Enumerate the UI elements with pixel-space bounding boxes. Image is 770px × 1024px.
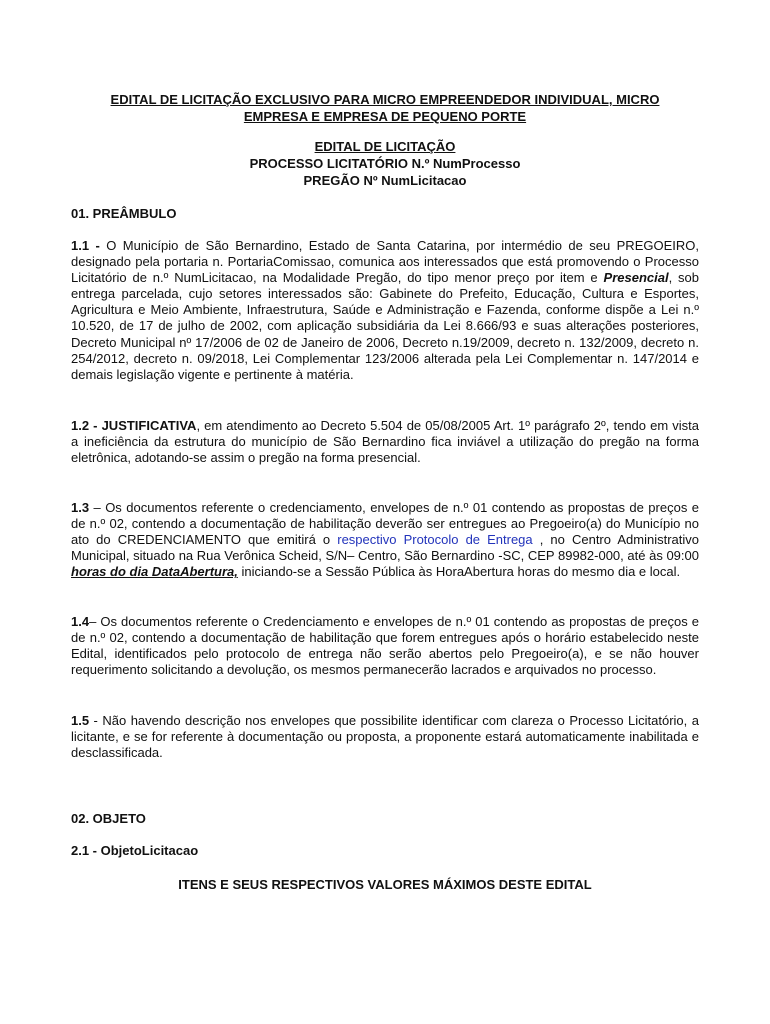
paragraph-1-5-text: - Não havendo descrição nos envelopes que possibilite identificar com clareza o Processo Licitatório, a licitante, e se for referente à documentação ou proposta, a proponente estará automaticamente inabilitada e desclassificada. bbox=[71, 713, 699, 761]
section-preambulo-heading: 01. PREÂMBULO bbox=[71, 206, 177, 221]
paragraph-1-3-emphasis: horas do dia DataAbertura, bbox=[71, 564, 238, 580]
paragraph-1-4-text: – Os documentos referente o Credenciamento e envelopes de n.º 01 contendo as propostas de preços e de n.º 02, contendo a documentação de habilitação que forem entregues após o horário estabelecido neste Edital, identificados pelo protocolo de entrega não serão abertos pelo Pregoeiro(a), e se não houver requerimento solicitando a devolução, os mesmos permanecerão lacrados e arquivados no processo. bbox=[71, 614, 699, 678]
itens-title: ITENS E SEUS RESPECTIVOS VALORES MÁXIMOS DESTE EDITAL bbox=[178, 877, 592, 892]
paragraph-1-1 bbox=[71, 238, 699, 383]
paragraph-1-2-text: , em atendimento ao Decreto 5.504 de 05/08/2005 Art. 1º parágrafo 2º, tendo em vista a ineficiência da estrutura do município de São Bernardino fica inviável a utilização do pregão na forma eletrônica, adotando-se assim o pregão na forma presencial. bbox=[71, 418, 699, 466]
paragraph-1-5 bbox=[71, 713, 699, 761]
paragraph-1-1-emphasis: Presencial bbox=[603, 270, 669, 286]
edital-header bbox=[72, 138, 698, 189]
paragraph-1-4-number: 1.4 bbox=[71, 614, 90, 629]
paragraph-1-3-text-b: , no Centro Administrativo Municipal, situado na Rua Verônica Scheid, S/N– Centro, São Bernardino -SC, CEP 89982-000, até às 09:00 bbox=[71, 532, 699, 564]
processo-number: PROCESSO LICITATÓRIO N.º NumProcesso bbox=[249, 156, 521, 171]
paragraph-1-5-number: 1.5 bbox=[71, 713, 90, 728]
paragraph-1-1-text-a: O Município de São Bernardino, Estado de Santa Catarina, por intermédio de seu PREGOEIRO, designado pela portaria n. PortariaComissao, comunica aos interessados que está promovendo o Processo Licitatório de n.º NumLicitacao, na Modalidade Pregão, do tipo menor preço por item e bbox=[71, 238, 699, 286]
protocolo-link[interactable]: respectivo Protocolo de Entrega bbox=[337, 532, 533, 548]
paragraph-1-4 bbox=[71, 614, 699, 678]
paragraph-1-3-number: 1.3 bbox=[71, 500, 90, 515]
paragraph-1-3-text-a: – Os documentos referente o credenciamento, envelopes de n.º 01 contendo as propostas de preços e de n.º 02, contendo a documentação de habilitação deverão ser entregues ao Pregoeiro(a) do Município no ato do CREDENCIAMENTO que emitirá o bbox=[71, 500, 699, 548]
edital-label: EDITAL DE LICITAÇÃO bbox=[314, 139, 456, 154]
title-line-2: EMPRESA E EMPRESA DE PEQUENO PORTE bbox=[243, 109, 527, 124]
pregao-number: PREGÃO Nº NumLicitacao bbox=[303, 173, 467, 188]
paragraph-1-2-number: 1.2 - JUSTIFICATIVA bbox=[71, 418, 197, 433]
paragraph-1-1-text-b: , sob entrega parcelada, cujo setores interessados são: Gabinete do Prefeito, Educação, Cultura e Esportes, Agricultura e Meio Ambiente, Infraestrutura, Saúde e Administração e Fazenda, conforme dispõe a Lei n.º 10.520, de 17 de julho de 2002, com aplicação subsidiária da Lei 8.666/93 e suas alterações posteriores, Decreto Municipal nº 17/2006 de 02 de Janeiro de 2006, Decreto n.19/2009, decreto n. 132/2009, decreto n. 254/2012, decreto n. 09/2018, Lei Complementar 123/2006 alterada pela Lei Complementar n. 147/2014 e demais legislação vigente e pertinente à matéria. bbox=[71, 270, 699, 382]
title-line-1: EDITAL DE LICITAÇÃO EXCLUSIVO PARA MICRO EMPREENDEDOR INDIVIDUAL, MICRO bbox=[110, 92, 660, 107]
item-2-1: 2.1 - ObjetoLicitacao bbox=[71, 843, 199, 858]
paragraph-1-3-text-c: iniciando-se a Sessão Pública às HoraAbertura horas do mesmo dia e local. bbox=[237, 564, 681, 580]
paragraph-1-2 bbox=[71, 418, 699, 466]
section-objeto-heading: 02. OBJETO bbox=[71, 811, 146, 826]
paragraph-1-1-number: 1.1 - bbox=[71, 238, 107, 253]
document-title bbox=[72, 91, 698, 125]
paragraph-1-3 bbox=[71, 500, 699, 580]
